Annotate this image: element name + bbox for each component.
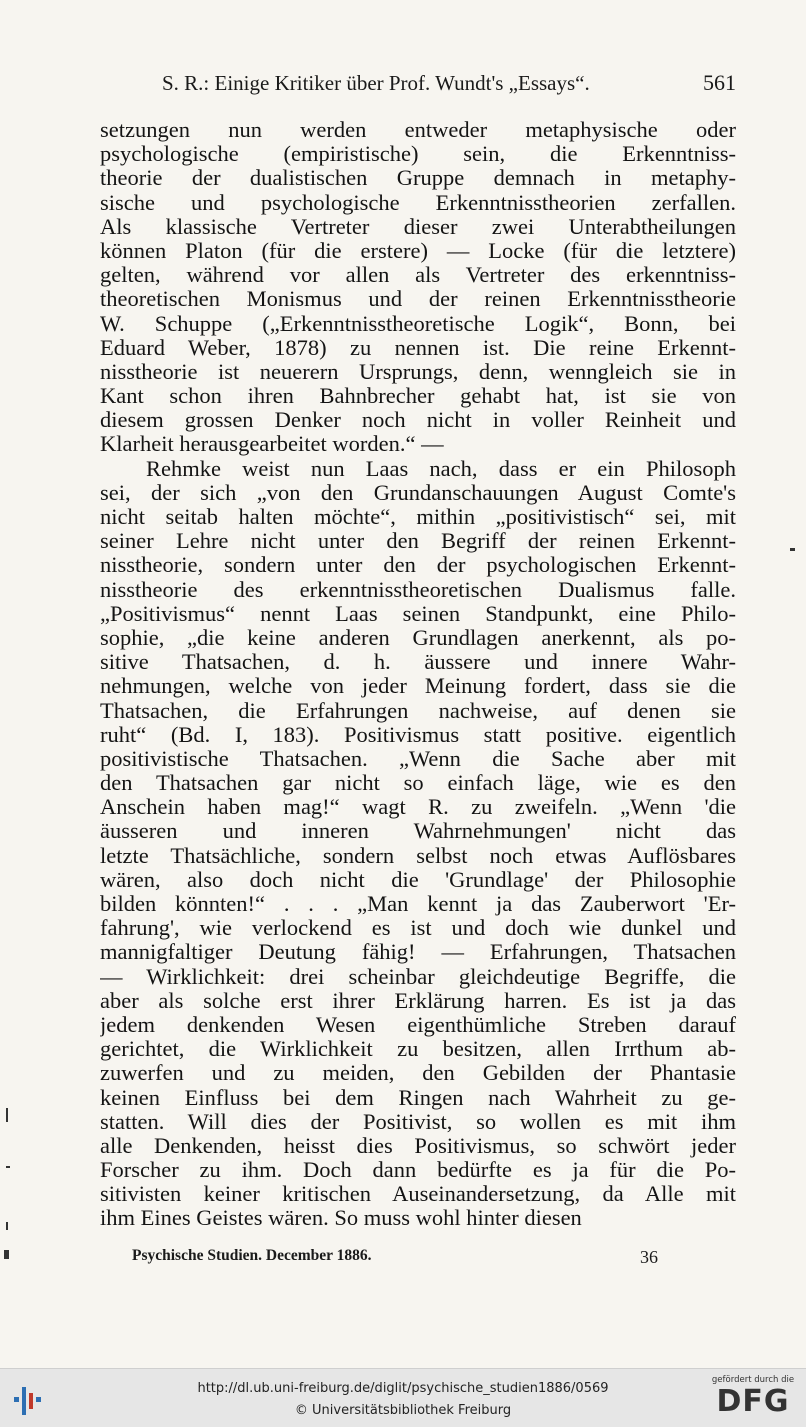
page-footer	[132, 1247, 658, 1268]
text-line: sische und psychologische Erkenntnisstheorien zerfallen.	[100, 190, 736, 215]
text-line: ihm Eines Geistes wären. So muss wohl hinter diesen	[100, 1206, 582, 1231]
text-line: zuwerfen und zu meiden, den Gebilden der Phantasie	[100, 1061, 736, 1086]
text-line: setzungen nun werden entweder metaphysische oder	[100, 118, 736, 142]
body-text	[100, 118, 736, 1231]
text-line: nehmungen, welche von jeder Meinung fordert, dass sie die	[100, 674, 736, 699]
text-line: sei, der sich „von den Grundanschauungen August Comte's	[100, 480, 736, 505]
margin-mark	[790, 548, 795, 551]
text-line: sophie, „die keine anderen Grundlagen anerkennt, als po-	[100, 625, 736, 650]
text-line: gerichtet, die Wirklichkeit zu besitzen, allen Irrthum ab-	[100, 1037, 736, 1062]
signature-number: 36	[640, 1247, 658, 1267]
text-line: letzte Thatsächliche, sondern selbst noch etwas Auflösbares	[100, 843, 736, 868]
text-line: keinen Einfluss bei dem Ringen nach Wahrheit zu ge-	[100, 1085, 736, 1110]
margin-mark	[6, 1222, 8, 1230]
viewer-bottom-bar	[0, 1368, 806, 1427]
text-line: theoretischen Monismus und der reinen Erkenntnisstheorie	[100, 287, 736, 312]
margin-mark	[6, 1108, 8, 1122]
text-line: psychologische (empiristische) sein, die Erkenntniss-	[100, 142, 736, 167]
text-line: bilden könnten!“ . . . „Man kennt ja das Zauberwort 'Er-	[100, 892, 736, 916]
text-line: „Positivismus“ nennt Laas seinen Standpunkt, eine Philo-	[100, 601, 736, 626]
text-line: aber als solche erst ihrer Erklärung harren. Es ist ja das	[100, 988, 736, 1013]
text-line: ruht“ (Bd. I, 183). Positivismus statt positive. eigentlich	[100, 722, 736, 747]
text-line: fahrung', wie verlockend es ist und doch wie dunkel und	[100, 916, 736, 941]
running-head-title: S. R.: Einige Kritiker über Prof. Wundt's „Essays“.	[162, 71, 590, 95]
text-line: seiner Lehre nicht unter den Begriff der reinen Erkennt-	[100, 529, 736, 554]
text-line: W. Schuppe („Erkenntnisstheoretische Logik“, Bonn, bei	[100, 311, 736, 336]
text-line: sitive Thatsachen, d. h. äussere und innere Wahr-	[100, 650, 736, 675]
text-line: Klarheit herausgearbeitet worden.“ —	[100, 432, 444, 457]
text-line: gelten, während vor allen als Vertreter des erkenntniss-	[100, 263, 736, 288]
page-number: 561	[703, 70, 736, 95]
text-line: statten. Will dies der Positivist, so wollen es mit ihm	[100, 1109, 736, 1134]
text-line: mannigfaltiger Deutung fähig! — Erfahrungen, Thatsachen	[100, 940, 736, 965]
margin-mark	[4, 1250, 9, 1259]
text-line: äusseren und inneren Wahrnehmungen' nicht das	[100, 819, 736, 844]
text-line: können Platon (für die erstere) — Locke (für die letztere)	[100, 238, 736, 263]
text-line: den Thatsachen gar nicht so einfach läge, wie es den	[100, 771, 736, 796]
text-line: Forscher zu ihm. Doch dann bedürfte es ja für die Po-	[100, 1158, 736, 1183]
permalink-url[interactable]: http://dl.ub.uni-freiburg.de/diglit/psychische_studien1886/0569	[197, 1381, 609, 1396]
dfg-logo	[708, 1375, 798, 1423]
text-line: wären, also doch nicht die 'Grundlage' der Philosophie	[100, 867, 736, 892]
text-line: nicht seitab halten möchte“, mithin „positivistisch“ sei, mit	[100, 505, 736, 529]
text-line: theorie der dualistischen Gruppe demnach in metaphy-	[100, 166, 736, 191]
text-line: nisstheorie des erkenntnisstheoretischen Dualismus falle.	[100, 577, 736, 602]
text-line: positivistische Thatsachen. „Wenn die Sache aber mit	[100, 746, 736, 771]
text-line: Anschein haben mag!“ wagt R. zu zweifeln. „Wenn 'die	[100, 795, 736, 820]
text-line: Als klassische Vertreter dieser zwei Unterabtheilungen	[100, 214, 736, 239]
text-line: Eduard Weber, 1878) zu nennen ist. Die reine Erkennt-	[100, 335, 736, 360]
text-line: jedem denkenden Wesen eigenthümliche Streben darauf	[100, 1012, 736, 1037]
journal-footer: Psychische Studien. December 1886.	[132, 1247, 372, 1264]
dfg-logo-text: DFG	[716, 1384, 790, 1419]
text-line: sitivisten keiner kritischen Auseinandersetzung, da Alle mit	[100, 1182, 736, 1207]
text-line: nisstheorie, sondern unter den der psychologischen Erkennt-	[100, 553, 736, 578]
text-line: — Wirklichkeit: drei scheinbar gleichdeutige Begriffe, die	[100, 964, 736, 989]
text-line: Kant schon ihren Bahnbrecher gehabt hat, ist sie von	[100, 384, 736, 409]
text-line: Rehmke weist nun Laas nach, dass er ein Philosoph	[146, 456, 736, 481]
text-line: nisstheorie ist neuerern Ursprungs, denn, wenngleich sie in	[100, 359, 736, 384]
text-line: Thatsachen, die Erfahrungen nachweise, auf denen sie	[100, 698, 736, 723]
text-line: alle Denkenden, heisst dies Positivismus, so schwört jeder	[100, 1133, 736, 1158]
copyright-notice: © Universitätsbibliothek Freiburg	[294, 1403, 512, 1418]
running-head	[100, 70, 736, 96]
funder-caption: gefördert durch die	[711, 1375, 795, 1385]
margin-mark	[6, 1166, 10, 1168]
text-line: diesem grossen Denker noch nicht in voller Reinheit und	[100, 408, 736, 433]
